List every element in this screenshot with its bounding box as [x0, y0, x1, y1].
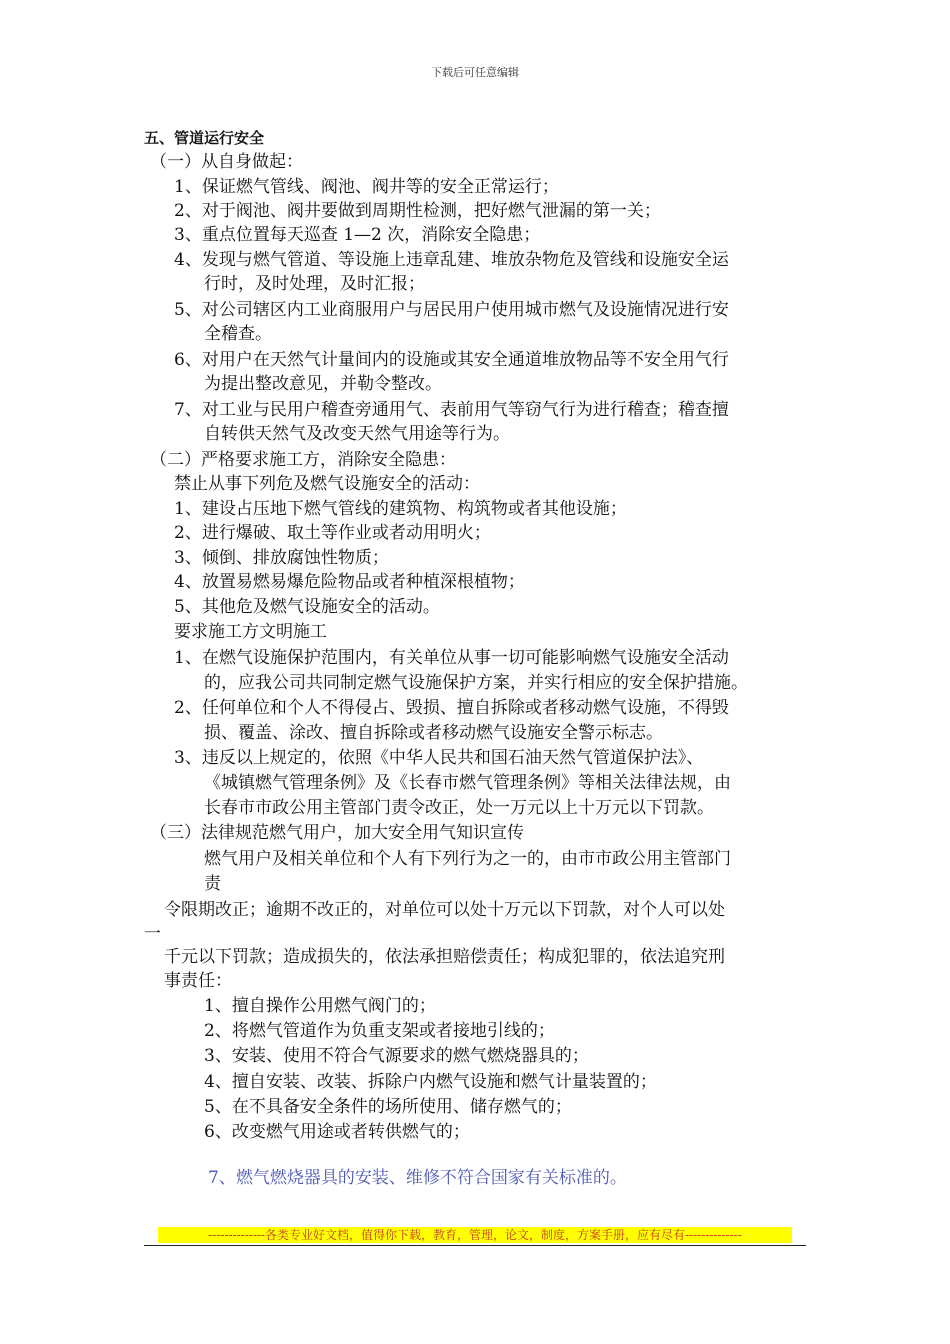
footer-rule	[144, 1245, 806, 1246]
list-item-cont: 全稽查。	[204, 324, 272, 344]
paragraph-line: 燃气用户及相关单位和个人有下列行为之一的，由市市政公用主管部门	[204, 849, 731, 869]
list-item-cont: 损、覆盖、涂改、擅自拆除或者移动燃气设施安全警示标志。	[204, 723, 663, 743]
section-heading: （一）从自身做起：	[150, 152, 303, 172]
paragraph-line: 责	[204, 874, 221, 894]
list-item: 2、将燃气管道作为负重支架或者接地引线的；	[204, 1021, 555, 1041]
paragraph-line: 令限期改正；逾期不改正的，对单位可以处十万元以下罚款，对个人可以处	[164, 900, 725, 920]
list-item: 2、进行爆破、取土等作业或者动用明火；	[174, 523, 491, 543]
list-item: 3、重点位置每天巡查 1—2 次，消除安全隐患；	[174, 225, 541, 245]
list-item: 3、倾倒、排放腐蚀性物质；	[174, 548, 389, 568]
list-item: 1、擅自操作公用燃气阀门的；	[204, 996, 436, 1016]
list-item-cont: 为提出整改意见，并勒令整改。	[204, 374, 442, 394]
list-item-highlight: 7、燃气燃烧器具的安装、维修不符合国家有关标准的。	[208, 1168, 627, 1188]
footer-banner: --------------各类专业好文档，值得你下载，教育，管理，论文，制度，方案手册，应有尽有--------------	[158, 1227, 792, 1243]
list-item: 7、对工业与民用户稽查旁通用气、表前用气等窃气行为进行稽查；稽查擅	[174, 400, 729, 420]
list-item: 4、擅自安装、改装、拆除户内燃气设施和燃气计量装置的；	[204, 1072, 657, 1092]
list-item: 5、其他危及燃气设施安全的活动。	[174, 597, 440, 617]
list-item: 1、建设占压地下燃气管线的建筑物、构筑物或者其他设施；	[174, 499, 627, 519]
list-item: 2、任何单位和个人不得侵占、毁损、擅自拆除或者移动燃气设施，不得毁	[174, 698, 729, 718]
list-item: 2、对于阀池、阀井要做到周期性检测，把好燃气泄漏的第一关；	[174, 201, 661, 221]
list-item-cont: 长春市市政公用主管部门责令改正，处一万元以上十万元以下罚款。	[204, 798, 714, 818]
list-item-cont: 自转供天然气及改变天然气用途等行为。	[204, 424, 510, 444]
section-title: 五、管道运行安全	[144, 129, 265, 147]
page-header: 下载后可任意编辑	[431, 66, 519, 79]
list-item: 1、保证燃气管线、阀池、阀井等的安全正常运行；	[174, 177, 559, 197]
section-heading: （三）法律规范燃气用户，加大安全用气知识宣传	[150, 823, 524, 843]
section-intro: 禁止从事下列危及燃气设施安全的活动：	[174, 474, 480, 494]
paragraph-line: 一	[144, 924, 161, 944]
list-item: 4、发现与燃气管道、等设施上违章乱建、堆放杂物危及管线和设施安全运	[174, 250, 729, 270]
list-item: 3、安装、使用不符合气源要求的燃气燃烧器具的；	[204, 1046, 589, 1066]
list-item-cont: 行时，及时处理，及时汇报；	[204, 274, 425, 294]
list-item-cont: 的，应我公司共同制定燃气设施保护方案，并实行相应的安全保护措施。	[204, 673, 748, 693]
list-item: 5、在不具备安全条件的场所使用、储存燃气的；	[204, 1097, 572, 1117]
list-item: 5、对公司辖区内工业商服用户与居民用户使用城市燃气及设施情况进行安	[174, 300, 729, 320]
list-item: 4、放置易燃易爆危险物品或者种植深根植物；	[174, 572, 525, 592]
list-item: 6、对用户在天然气计量间内的设施或其安全通道堆放物品等不安全用气行	[174, 350, 729, 370]
list-item: 1、在燃气设施保护范围内，有关单位从事一切可能影响燃气设施安全活动	[174, 648, 729, 668]
subheading: 要求施工方文明施工	[174, 622, 327, 642]
list-item: 3、违反以上规定的，依照《中华人民共和国石油天然气管道保护法》、	[174, 748, 704, 768]
list-item: 6、改变燃气用途或者转供燃气的；	[204, 1122, 470, 1142]
paragraph-line: 事责任：	[164, 971, 232, 991]
paragraph-line: 千元以下罚款；造成损失的，依法承担赔偿责任；构成犯罪的，依法追究刑	[164, 947, 725, 967]
list-item-cont: 《城镇燃气管理条例》及《长春市燃气管理条例》等相关法律法规，由	[204, 773, 731, 793]
section-heading: （二）严格要求施工方，消除安全隐患：	[150, 450, 456, 470]
